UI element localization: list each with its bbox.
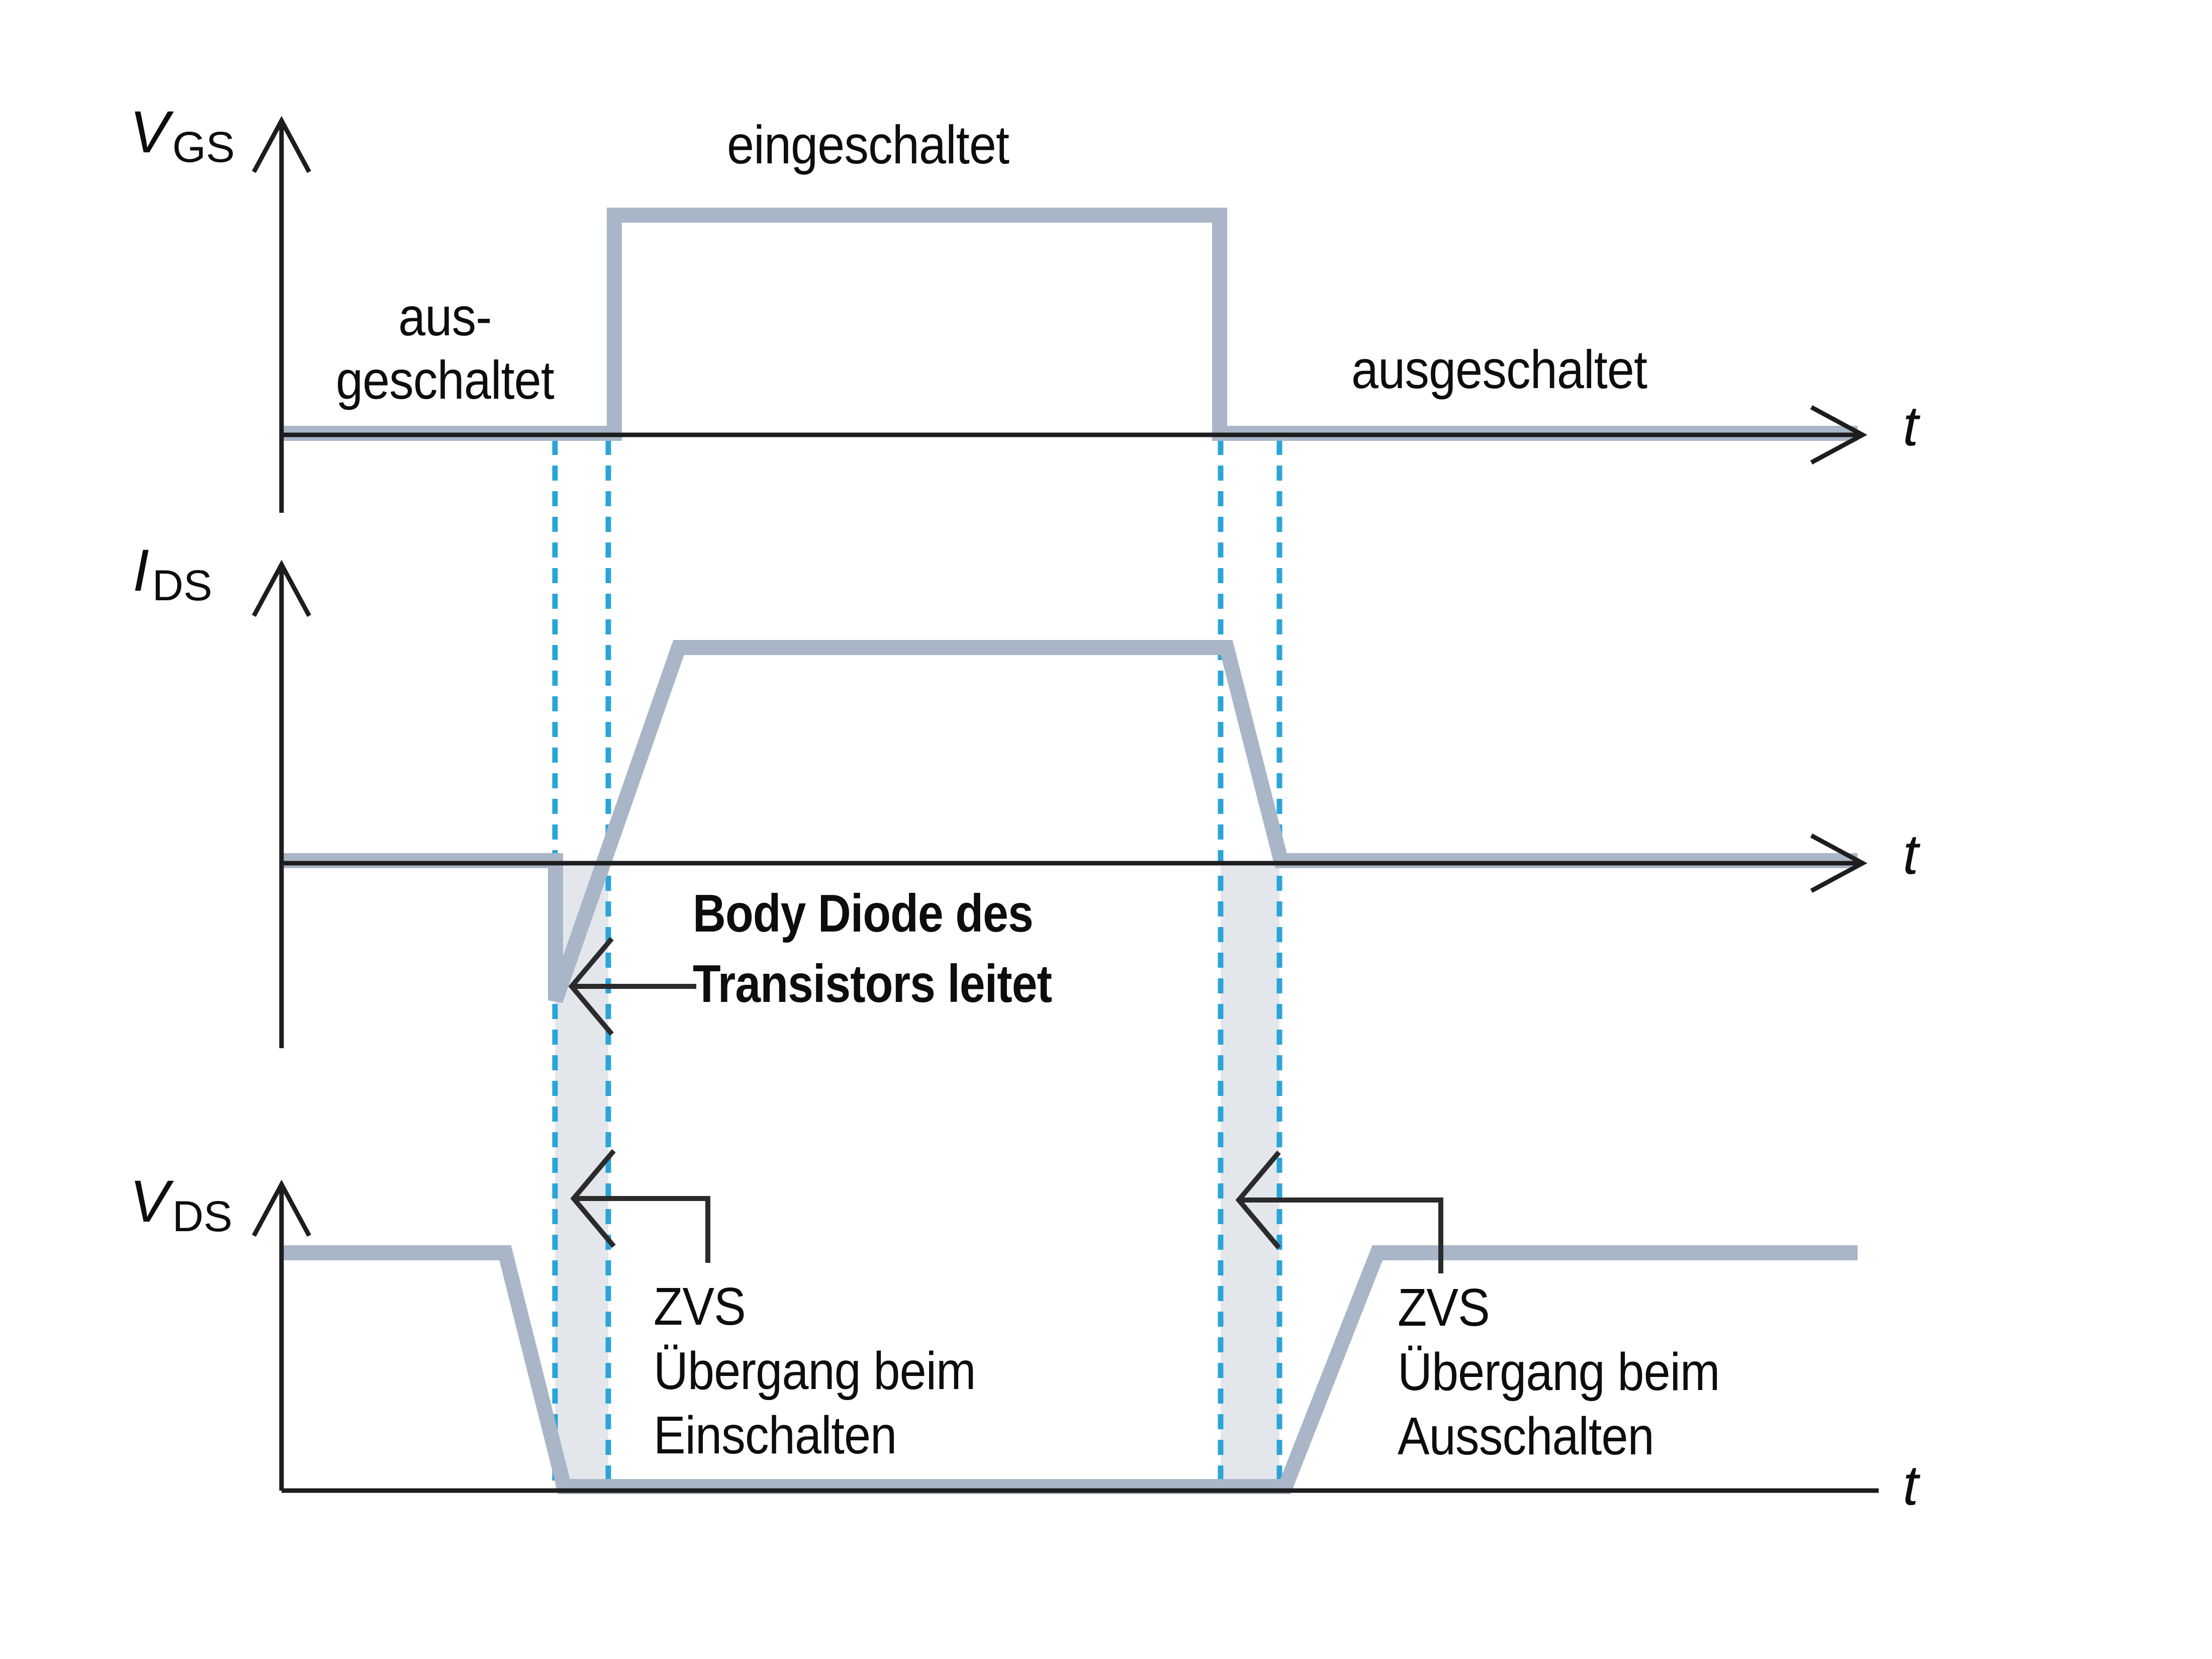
body-diode-annotation-line2: Transistors leitet: [693, 954, 1052, 1013]
vgs-time-axis-label: t: [1903, 395, 1919, 457]
zvs-turn-off-line2: Übergang beim: [1398, 1342, 1720, 1402]
vgs-state-on-label: eingeschaltet: [727, 114, 1009, 175]
vgs-state-off-right-label: ausgeschaltet: [1351, 339, 1647, 400]
vgs-state-off-left-label: [325, 285, 565, 412]
ids-axis-label-subscript: DS: [152, 562, 213, 610]
vds-axis-label: [130, 1168, 233, 1241]
zvs-shaded-band-turn-off: [1221, 865, 1279, 1489]
zvs-turn-on-line1: ZVS: [654, 1277, 746, 1336]
vds-time-axis-label: t: [1903, 1454, 1919, 1517]
vgs-axis-label-symbol: V: [130, 99, 169, 165]
body-diode-annotation: [693, 878, 1052, 1019]
zvs-turn-off-annotation: [1398, 1275, 1720, 1468]
vds-axis-label-symbol: V: [130, 1168, 169, 1235]
vgs-state-off-left-line1: aus-: [398, 286, 492, 347]
zvs-turn-off-line3: Ausschalten: [1398, 1407, 1654, 1466]
vgs-state-off-left-line2: geschaltet: [335, 349, 555, 410]
zvs-turn-on-line2: Übergang beim: [654, 1341, 976, 1401]
ids-axis-label: [133, 537, 213, 610]
ids-waveform: [282, 648, 1858, 1000]
zvs-turn-on-line3: Einschalten: [654, 1406, 897, 1465]
vgs-axis-label: [130, 99, 235, 171]
vgs-axis-label-subscript: GS: [172, 123, 235, 171]
zvs-turn-off-line1: ZVS: [1398, 1278, 1490, 1337]
vds-axis-label-subscript: DS: [172, 1192, 233, 1241]
ids-time-axis-label: t: [1903, 823, 1919, 886]
body-diode-annotation-line1: Body Diode des: [693, 884, 1033, 943]
ids-axis-label-symbol: I: [133, 537, 149, 604]
zvs-turn-on-annotation: [654, 1274, 976, 1467]
